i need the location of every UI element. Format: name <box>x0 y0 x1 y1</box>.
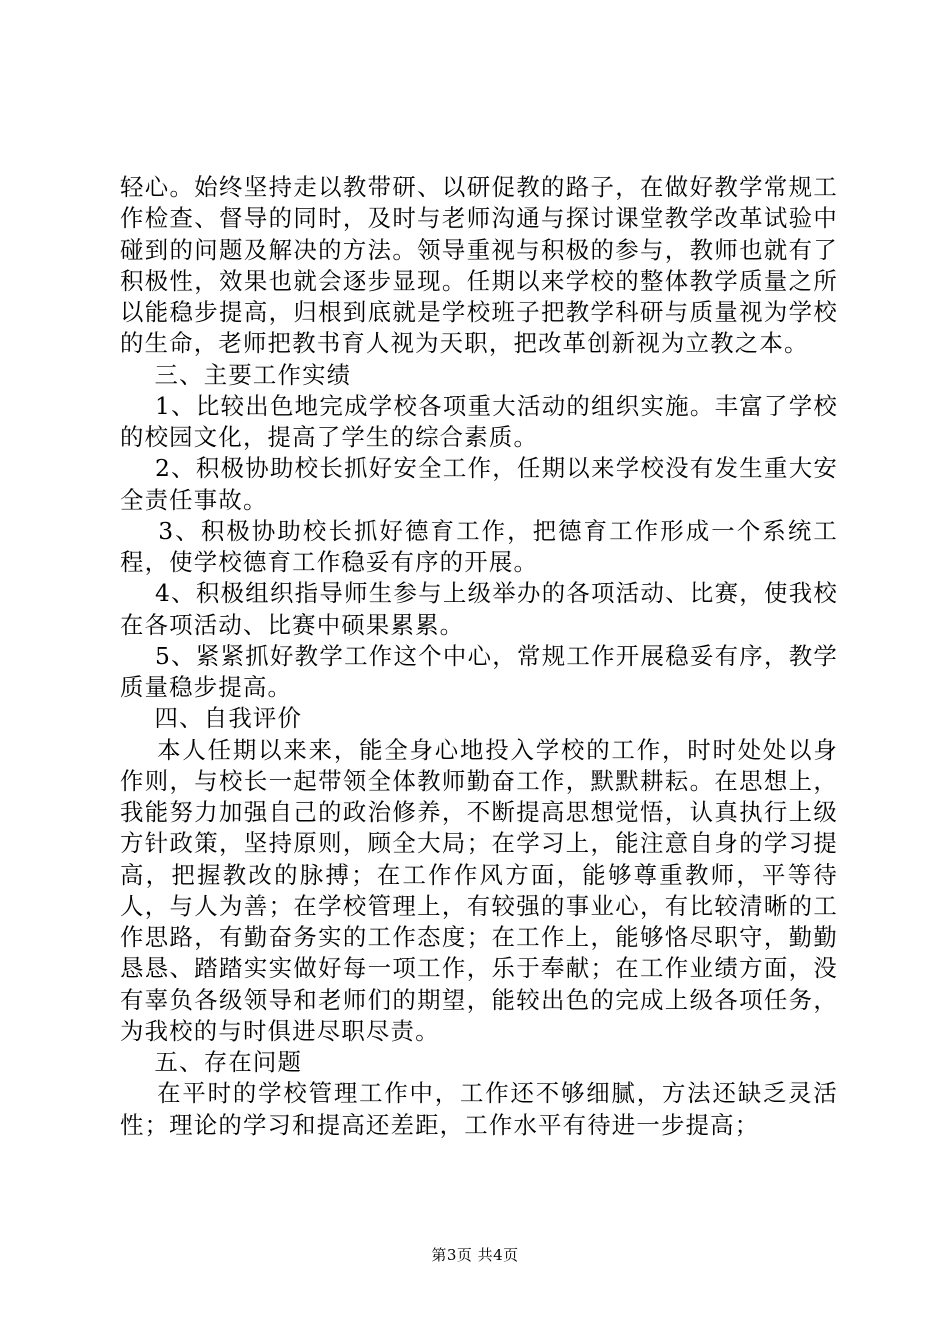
heading-existing-problems: 五、存在问题 <box>120 1048 303 1076</box>
achievement-item-2: 2、积极协助校长抓好安全工作，任期以来学校没有发生重大安全责任事故。 <box>120 454 838 514</box>
achievement-item-4: 4、积极组织指导师生参与上级举办的各项活动、比赛，使我校在各项活动、比赛中硕果累累。 <box>120 579 838 639</box>
heading-self-evaluation: 四、自我评价 <box>120 704 303 733</box>
achievement-item-5: 5、紧紧抓好教学工作这个中心，常规工作开展稳妥有序，教学质量稳步提高。 <box>120 641 838 701</box>
heading-main-achievements: 三、主要工作实绩 <box>120 360 352 389</box>
achievement-item-1: 1、比较出色地完成学校各项重大活动的组织实施。丰富了学校的校园文化，提高了学生的综合素质。 <box>120 391 838 451</box>
paragraph-existing-problems: 在平时的学校管理工作中，工作还不够细腻，方法还缺乏灵活性；理论的学习和提高还差距，工作水平有待进一步提高； <box>120 1079 839 1139</box>
paragraph-continuation: 轻心。始终坚持走以教带研、以研促教的路子，在做好教学常规工作检查、督导的同时，及时与老师沟通与探讨课堂教学改革试验中碰到的问题及解决的方法。领导重视与积极的参与，教师也就有了积极性，效果也就会逐步显现。任期以来学校的整体教学质量之所以能稳步提高，归根到底就是学校班子把教学科研与质量视为学校的生命，老师把教书育人视为天职，把改革创新视为立教之本。 <box>120 173 838 358</box>
achievement-item-3: 3、积极协助校长抓好德育工作，把德育工作形成一个系统工程，使学校德育工作稳妥有序的开展。 <box>120 516 838 576</box>
paragraph-self-evaluation: 本人任期以来来，能全身心地投入学校的工作，时时处处以身作则，与校长一起带领全体教师勤奋工作，默默耕耘。在思想上，我能努力加强自己的政治修养，不断提高思想觉悟，认真执行上级方针政策，坚持原则，顾全大局；在学习上，能注意自身的学习提高，把握教改的脉搏；在工作作风方面，能够尊重教师，平等待人，与人为善；在学校管理上，有较强的事业心，有比较清晰的工作思路，有勤奋务实的工作态度；在工作上，能够恪尽职守，勤勤恳恳、踏踏实实做好每一项工作，乐于奉献；在工作业绩方面，没有辜负各级领导和老师们的期望，能较出色的完成上级各项任务，为我校的与时俱进尽职尽责。 <box>120 735 839 1045</box>
document-body <box>120 172 838 1141</box>
page-footer: 第3页 共4页 <box>431 1246 519 1264</box>
